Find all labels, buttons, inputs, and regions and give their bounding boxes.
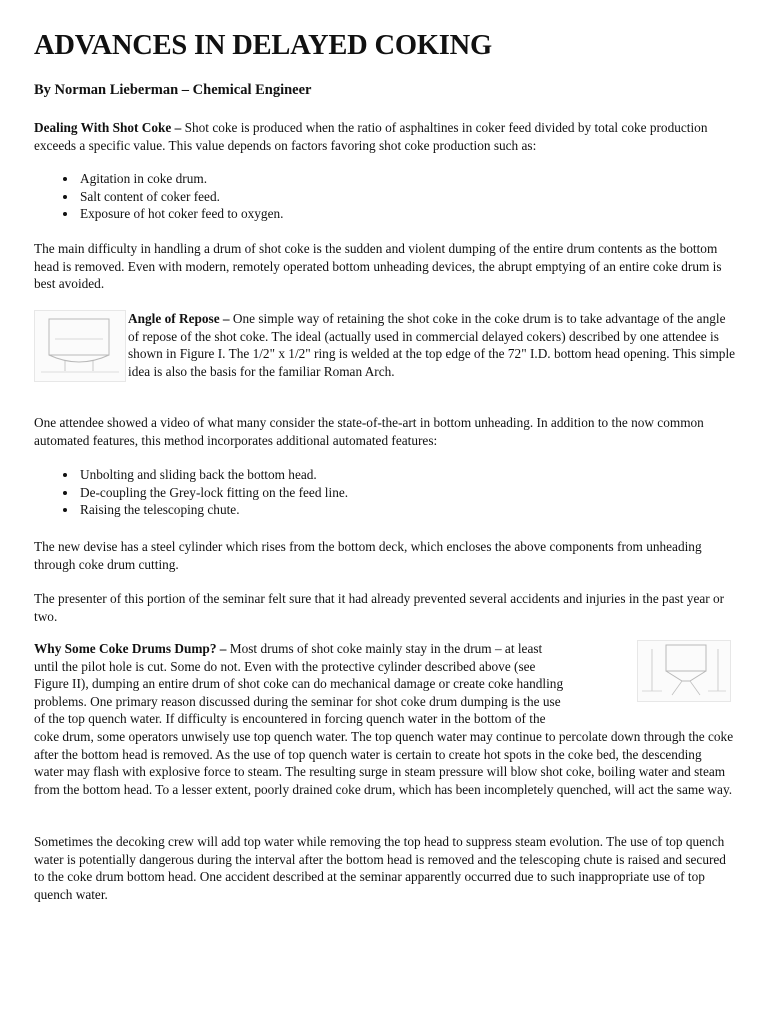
paragraph-text: Shot coke is produced when the ratio of asphaltines in coker feed divided by total coke production exceeds a specific value. This value depends on factors favoring shot coke production such as: bbox=[34, 120, 708, 153]
author-byline: By Norman Lieberman – Chemical Engineer bbox=[34, 82, 312, 98]
shot-coke-factors-list bbox=[34, 170, 768, 223]
document-title: ADVANCES IN DELAYED COKING bbox=[34, 30, 493, 61]
paragraph-text: One simple way of retaining the shot coke in the coke drum is to take advantage of the angle of repose of the shot coke. The ideal (actually used in commercial delayed cokers) described by one attendee is shown in Figure I. The 1/2" x 1/2" ring is welded at the top edge of the 72" I.D. bottom head opening. This simple idea is also the basis for the familiar Roman Arch. bbox=[128, 311, 736, 379]
paragraph-presenter: The presenter of this portion of the seminar felt sure that it had already prevented several accidents and injuries in the past year or two. bbox=[34, 591, 725, 624]
paragraph-shot-coke bbox=[34, 119, 734, 154]
figure-two-drawing bbox=[638, 641, 730, 701]
paragraph-drums-dump-wrapped bbox=[34, 640, 634, 728]
paragraph-text: Most drums of shot coke mainly stay in the drum – at least bbox=[226, 641, 543, 656]
list-item: • Exposure of hot coker feed to oxygen. bbox=[78, 205, 768, 223]
paragraph-line: until the pilot hole is cut. Some do not. Even with the protective cylinder described above (see bbox=[34, 658, 536, 674]
paragraph-drums-dump-continued: coke drum, some operators unwisely use top quench water. The top quench water may continue to percolate down through the coke after the bottom head is removed. As the use of top quench water is certain to create hot spots in the coke bed, the descending water may flash with explosive force to steam. The resulting surge in steam pressure will blow shot coke, boiling water and steam from the bottom head. To a lesser extent, poorly drained coke drum, which has been incompletely quenched, will act the same way. bbox=[34, 729, 734, 797]
list-item: • Salt content of coker feed. bbox=[78, 188, 768, 206]
section-lead-shot-coke: Dealing With Shot Coke – bbox=[34, 120, 182, 135]
figure-one-drawing bbox=[35, 311, 125, 381]
paragraph-video: One attendee showed a video of what many consider the state-of-the-art in bottom unheading. In addition to the now common automated features, this method incorporates additional automated features: bbox=[34, 415, 704, 448]
paragraph-angle-of-repose bbox=[128, 310, 738, 380]
figure-two-thumbnail bbox=[637, 640, 731, 702]
figure-one-thumbnail bbox=[34, 310, 126, 382]
list-item: • Raising the telescoping chute. bbox=[78, 501, 768, 519]
paragraph-line: Figure II), dumping an entire drum of shot coke can do mechanical damage or create coke handling bbox=[34, 676, 564, 692]
paragraph-line bbox=[34, 640, 634, 658]
paragraph-new-devise: The new devise has a steel cylinder which rises from the bottom deck, which encloses the above components from unheading through coke drum cutting. bbox=[34, 539, 702, 572]
section-lead-drums-dump: Why Some Coke Drums Dump? – bbox=[34, 641, 227, 656]
automated-features-list bbox=[34, 466, 768, 519]
paragraph-line: problems. One primary reason discussed during the seminar for shot coke drum dumping is the use bbox=[34, 693, 561, 709]
section-lead-angle-of-repose: Angle of Repose – bbox=[128, 311, 230, 326]
list-item: • Unbolting and sliding back the bottom head. bbox=[78, 466, 768, 484]
paragraph-decoking-crew: Sometimes the decoking crew will add top water while removing the top head to suppress steam evolution. The use of top quench water is potentially dangerous during the interval after the bottom head is removed and the telescoping chute is raised and secured to the coke drum bottom head. One accident described at the seminar apparently occurred due to such inappropriate use of top quench water. bbox=[34, 834, 726, 902]
paragraph-difficulty: The main difficulty in handling a drum of shot coke is the sudden and violent dumping of the entire drum contents as the bottom head is removed. Even with modern, remotely operated bottom unheading devices, the abrupt emptying of an entire coke drum is best avoided. bbox=[34, 241, 722, 292]
paragraph-line: of the top quench water. If difficulty is encountered in forcing quench water in the bottom of the bbox=[34, 711, 546, 727]
list-item: • Agitation in coke drum. bbox=[78, 170, 768, 188]
list-item: • De-coupling the Grey-lock fitting on the feed line. bbox=[78, 484, 768, 502]
